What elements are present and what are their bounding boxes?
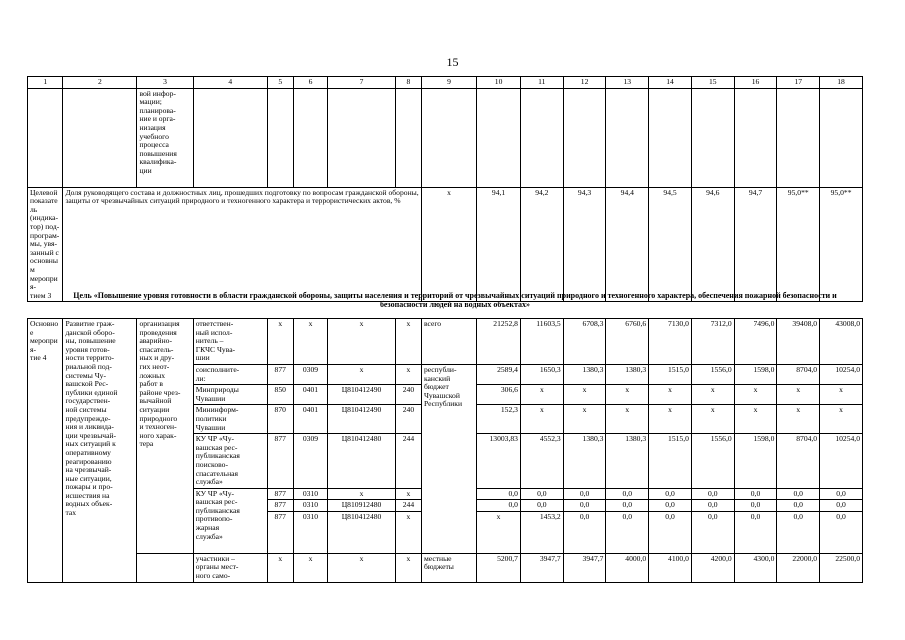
executor: ответствен- ный испол- нитель – ГКЧС Чува- шии bbox=[193, 319, 267, 365]
indicator-row bbox=[28, 187, 863, 302]
executor: соисполните- ли: bbox=[193, 364, 267, 384]
cell-c7: x bbox=[328, 553, 396, 582]
value-cell: x bbox=[734, 405, 777, 434]
value-cell: 0,0 bbox=[606, 511, 649, 553]
value-cell: 7312,0 bbox=[691, 319, 734, 365]
value-cell: 4552,3 bbox=[520, 434, 563, 489]
cell-c8: x bbox=[395, 364, 421, 384]
value-cell: 8704,0 bbox=[777, 364, 820, 384]
value-cell: x bbox=[734, 385, 777, 405]
value-cell: 8704,0 bbox=[777, 434, 820, 489]
value-cell: 0,0 bbox=[734, 511, 777, 553]
event-description: Развитие граж- данской оборо- ны, повышение уровня готов- ности террито- риальной под- системы Чу- вашской Рес- публики единой государствен- ной системы предупрежде- ния и ликвида- ции чрезвычай- ных ситуаций к оперативному реагированию на чрезвычай- ные ситуации, пожары и про- исшествия на водных объек- тах bbox=[63, 319, 137, 583]
cell-c8: x bbox=[395, 319, 421, 365]
indicator-value: 94,3 bbox=[563, 187, 606, 302]
value-cell: 0,0 bbox=[691, 500, 734, 512]
cell-c5: x bbox=[267, 553, 293, 582]
value-cell: 0,0 bbox=[563, 511, 606, 553]
col-header: 3 bbox=[137, 77, 193, 89]
value-cell: 2589,4 bbox=[477, 364, 521, 384]
value-cell: 0,0 bbox=[606, 488, 649, 500]
value-cell: 0,0 bbox=[777, 500, 820, 512]
value-cell: x bbox=[649, 385, 692, 405]
cell-c5: 877 bbox=[267, 364, 293, 384]
value-cell: 22000,0 bbox=[777, 553, 820, 582]
value-cell: 0,0 bbox=[691, 488, 734, 500]
cell-c6: 0309 bbox=[293, 364, 327, 384]
goal-heading: Цель «Повышение уровня готовности в области гражданской обороны, защиты населения и территорий от чрезвычайных ситуаций природного и техногенного характера, обеспечения пожарной безопасности и безопасности людей на водных объектах» bbox=[73, 291, 837, 309]
indicator-value: 94,2 bbox=[520, 187, 563, 302]
value-cell: 0,0 bbox=[734, 488, 777, 500]
value-cell: 1556,0 bbox=[691, 434, 734, 489]
cell-activity-cont: вой инфор- мации; планирова- ние и орга- низация учебного процесса повышения квалифика- ции bbox=[137, 88, 193, 187]
cell-c6: 0401 bbox=[293, 385, 327, 405]
value-cell: 1556,0 bbox=[691, 364, 734, 384]
value-cell: 0,0 bbox=[477, 500, 521, 512]
col-header: 17 bbox=[777, 77, 820, 89]
cell-c6: 0309 bbox=[293, 434, 327, 489]
value-cell: 0,0 bbox=[734, 500, 777, 512]
value-cell: 39408,0 bbox=[777, 319, 820, 365]
value-cell: 7130,0 bbox=[649, 319, 692, 365]
value-cell: 0,0 bbox=[820, 500, 863, 512]
cell-c5: 850 bbox=[267, 385, 293, 405]
value-cell: 4300,0 bbox=[734, 553, 777, 582]
value-cell: 0,0 bbox=[820, 488, 863, 500]
value-cell: 3947,7 bbox=[520, 553, 563, 582]
value-cell: x bbox=[691, 385, 734, 405]
col-header: 13 bbox=[606, 77, 649, 89]
cell-c7: Ц810912480 bbox=[328, 500, 396, 512]
funding-source: республи- канский бюджет Чувашской Республики bbox=[421, 364, 476, 553]
value-cell: 0,0 bbox=[520, 500, 563, 512]
value-cell: 0,0 bbox=[691, 511, 734, 553]
value-cell: 0,0 bbox=[563, 500, 606, 512]
value-cell: 306,6 bbox=[477, 385, 521, 405]
value-cell: x bbox=[777, 385, 820, 405]
indicator-value: 95,0** bbox=[777, 187, 820, 302]
value-cell: 3947,7 bbox=[563, 553, 606, 582]
value-cell: 0,0 bbox=[649, 488, 692, 500]
table-row bbox=[28, 319, 863, 365]
value-cell: x bbox=[477, 511, 521, 553]
program-table-top bbox=[27, 76, 863, 302]
col-header: 1 bbox=[28, 77, 63, 89]
indicator-value: 94,7 bbox=[734, 187, 777, 302]
cell-c8: 240 bbox=[395, 385, 421, 405]
cell-c8: x bbox=[395, 553, 421, 582]
value-cell: 10254,0 bbox=[820, 434, 863, 489]
indicator-value: 94,6 bbox=[691, 187, 734, 302]
value-cell: 152,3 bbox=[477, 405, 521, 434]
value-cell: 0,0 bbox=[477, 488, 521, 500]
event-label: Основное мероприя- тие 4 bbox=[28, 319, 63, 583]
value-cell: 11603,5 bbox=[520, 319, 563, 365]
value-cell: x bbox=[520, 405, 563, 434]
value-cell: 0,0 bbox=[649, 500, 692, 512]
value-cell: 0,0 bbox=[649, 511, 692, 553]
event-activity: организация проведения аварийно- спасатель- ных и дру- гих неот- ложных работ в районе чрез- вычайной ситуации природного и техноген- ного харак- тера bbox=[137, 319, 193, 554]
value-cell: 22500,0 bbox=[820, 553, 863, 582]
cell-c8: 240 bbox=[395, 405, 421, 434]
value-cell: 21252,8 bbox=[477, 319, 521, 365]
value-cell: x bbox=[563, 405, 606, 434]
value-cell: 0,0 bbox=[563, 488, 606, 500]
program-table-bottom bbox=[27, 318, 863, 583]
executor: КУ ЧР «Чу- вашская рес- публиканская противопо- жарная служба» bbox=[193, 488, 267, 553]
header-row bbox=[28, 77, 863, 89]
funding-source: местные бюджеты bbox=[421, 553, 476, 582]
continuation-row bbox=[28, 88, 863, 187]
value-cell: 1515,0 bbox=[649, 434, 692, 489]
value-cell: 0,0 bbox=[777, 511, 820, 553]
col-header: 8 bbox=[395, 77, 421, 89]
value-cell: 7496,0 bbox=[734, 319, 777, 365]
value-cell: 1380,3 bbox=[606, 434, 649, 489]
indicator-value: 94,5 bbox=[649, 187, 692, 302]
col-header: 2 bbox=[63, 77, 137, 89]
cell-c5: 877 bbox=[267, 488, 293, 500]
value-cell: 4100,0 bbox=[649, 553, 692, 582]
cell-c5: 877 bbox=[267, 511, 293, 553]
value-cell: x bbox=[606, 385, 649, 405]
executor: КУ ЧР «Чу- вашская рес- публиканская поисково- спасательная служба» bbox=[193, 434, 267, 489]
cell-c6: 0401 bbox=[293, 405, 327, 434]
cell-c7: x bbox=[328, 364, 396, 384]
value-cell: 6760,6 bbox=[606, 319, 649, 365]
value-cell: x bbox=[820, 385, 863, 405]
executor: Мининформ- политики Чувашии bbox=[193, 405, 267, 434]
cell-c6: 0310 bbox=[293, 488, 327, 500]
value-cell: 6708,3 bbox=[563, 319, 606, 365]
cell-c7: x bbox=[328, 488, 396, 500]
col-header: 15 bbox=[691, 77, 734, 89]
cell-c8: x bbox=[395, 488, 421, 500]
cell-c7: Ц810412480 bbox=[328, 434, 396, 489]
col-header: 14 bbox=[649, 77, 692, 89]
cell-c5: 870 bbox=[267, 405, 293, 434]
value-cell: 0,0 bbox=[777, 488, 820, 500]
col-header: 5 bbox=[267, 77, 293, 89]
page-number: 15 bbox=[446, 55, 459, 69]
value-cell: x bbox=[520, 385, 563, 405]
value-cell: x bbox=[606, 405, 649, 434]
value-cell: 1380,3 bbox=[563, 434, 606, 489]
col-header: 18 bbox=[820, 77, 863, 89]
funding-source: всего bbox=[421, 319, 476, 365]
col-header: 10 bbox=[477, 77, 521, 89]
indicator-text: Доля руководящего состава и должностных лиц, прошедших подготовку по вопросам гражданской обороны, защиты от чрезвычайных ситуаций природного и техногенного характера и террористических актов, % bbox=[63, 187, 422, 302]
cell-c6: x bbox=[293, 553, 327, 582]
value-cell: 4000,0 bbox=[606, 553, 649, 582]
cell-c6: x bbox=[293, 319, 327, 365]
col-header: 9 bbox=[421, 77, 476, 89]
cell-c5: x bbox=[267, 319, 293, 365]
value-cell: 1650,3 bbox=[520, 364, 563, 384]
col-header: 12 bbox=[563, 77, 606, 89]
value-cell: 1453,2 bbox=[520, 511, 563, 553]
indicator-value: 94,1 bbox=[477, 187, 521, 302]
executor: Минприроды Чувашии bbox=[193, 385, 267, 405]
col-header: 16 bbox=[734, 77, 777, 89]
executor: участники – органы мест- ного само- bbox=[193, 553, 267, 582]
value-cell: 5200,7 bbox=[477, 553, 521, 582]
value-cell: 1380,3 bbox=[606, 364, 649, 384]
value-cell: 4200,0 bbox=[691, 553, 734, 582]
indicator-label: Целевой показатель (индика- тор) под- програм- мы, увя- занный с основным мероприя- тием 3 bbox=[28, 187, 63, 302]
cell-c8: 244 bbox=[395, 500, 421, 512]
value-cell: x bbox=[777, 405, 820, 434]
cell-c8: 244 bbox=[395, 434, 421, 489]
cell-c5: 877 bbox=[267, 434, 293, 489]
indicator-col9: x bbox=[421, 187, 476, 302]
cell-c7: Ц810412490 bbox=[328, 405, 396, 434]
indicator-value: 94,4 bbox=[606, 187, 649, 302]
cell-c6: 0310 bbox=[293, 511, 327, 553]
value-cell: 1380,3 bbox=[563, 364, 606, 384]
cell-c8: x bbox=[395, 511, 421, 553]
cell-c6: 0310 bbox=[293, 500, 327, 512]
cell-c5: 877 bbox=[267, 500, 293, 512]
indicator-value: 95,0** bbox=[820, 187, 863, 302]
col-header: 11 bbox=[520, 77, 563, 89]
value-cell: 13003,83 bbox=[477, 434, 521, 489]
col-header: 4 bbox=[193, 77, 267, 89]
cell-c7: Ц810412490 bbox=[328, 385, 396, 405]
value-cell: 1598,0 bbox=[734, 434, 777, 489]
value-cell: 0,0 bbox=[820, 511, 863, 553]
cell-c7: Ц810412480 bbox=[328, 511, 396, 553]
table-row bbox=[28, 553, 863, 582]
col-header: 6 bbox=[293, 77, 327, 89]
value-cell: x bbox=[563, 385, 606, 405]
value-cell: 1515,0 bbox=[649, 364, 692, 384]
value-cell: 10254,0 bbox=[820, 364, 863, 384]
value-cell: 0,0 bbox=[520, 488, 563, 500]
value-cell: 43008,0 bbox=[820, 319, 863, 365]
value-cell: 1598,0 bbox=[734, 364, 777, 384]
value-cell: 0,0 bbox=[606, 500, 649, 512]
value-cell: x bbox=[691, 405, 734, 434]
value-cell: x bbox=[820, 405, 863, 434]
value-cell: x bbox=[649, 405, 692, 434]
col-header: 7 bbox=[328, 77, 396, 89]
cell-c7: x bbox=[328, 319, 396, 365]
